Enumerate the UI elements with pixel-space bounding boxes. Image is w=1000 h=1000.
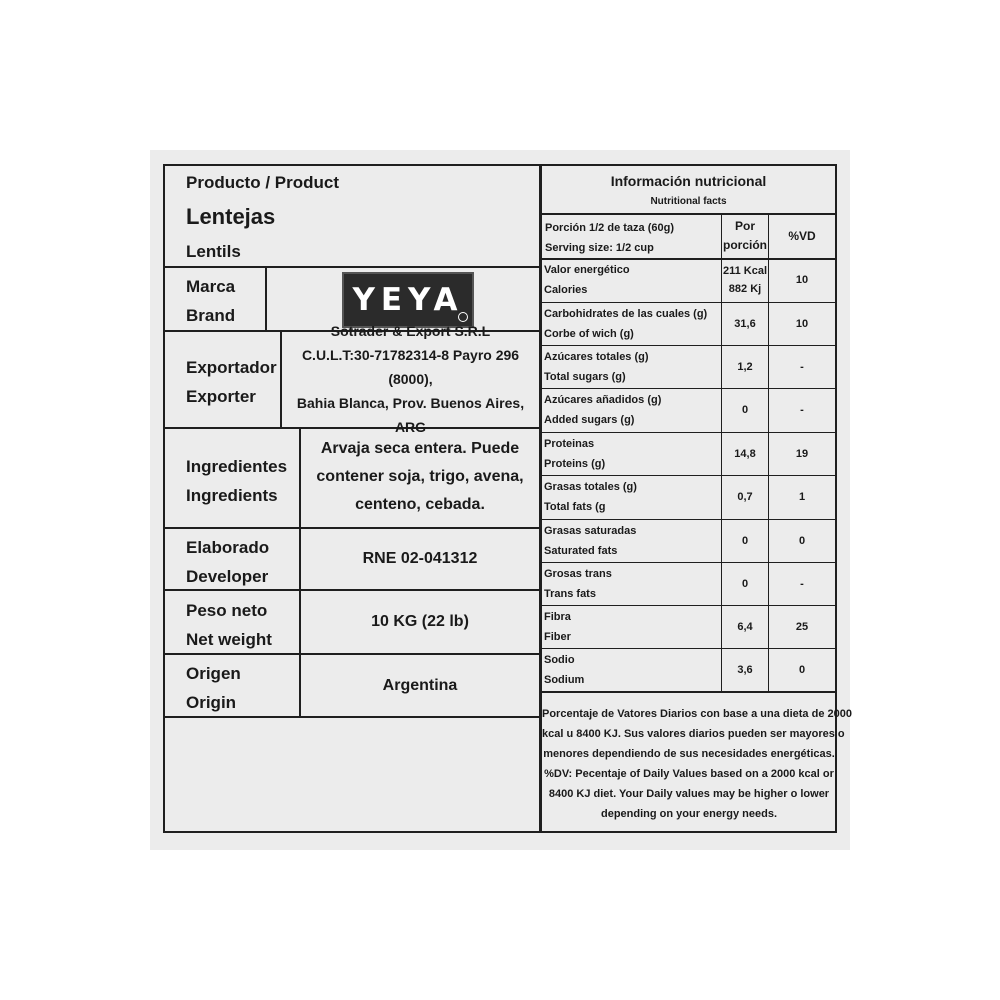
net-weight-label-en: Net weight (186, 630, 272, 649)
nutrient-name-en: Added sugars (g) (544, 414, 635, 426)
nutrient-portion-value (722, 433, 768, 475)
product-heading: Producto / Product (186, 173, 339, 192)
ingredients-line: centeno, cebada. (355, 496, 485, 513)
nutrient-name-en: Sodium (544, 674, 585, 686)
ingredients-line: contener soja, trigo, avena, (316, 468, 524, 485)
nutrient-name-en: Proteins (g) (544, 458, 606, 470)
nutrient-portion-line: 0 (741, 404, 749, 416)
developer-label-es: Elaborado (186, 538, 270, 557)
nutrient-name-es: Carbohidrates de las cuales (g) (544, 308, 708, 320)
product-name-es: Lentejas (186, 204, 276, 229)
exporter-details (282, 322, 539, 435)
col-portion-line: Por (734, 219, 755, 233)
nutrient-portion-value (722, 303, 768, 345)
footnote-line: kcal u 8400 KJ. Sus valores diarios pueden ser mayores o (542, 728, 845, 740)
nutrient-vd-value: 10 (795, 318, 809, 330)
brand-label-es: Marca (186, 277, 236, 296)
nutrition-footnote (542, 704, 852, 824)
nutrient-portion-line: 31,6 (734, 318, 756, 330)
nutrient-name-en: Fiber (544, 631, 571, 643)
col-portion-line: porción (723, 238, 767, 252)
net-weight-value: 10 KG (22 lb) (371, 613, 469, 630)
nutrient-name-es: Sodio (544, 654, 575, 666)
nutrient-name-es: Grasas totales (g) (544, 481, 637, 493)
origin-label-en: Origin (186, 693, 237, 712)
serving-size-en: Serving size: 1/2 cup (545, 242, 654, 254)
nutrient-name-en: Total fats (g (544, 501, 606, 513)
nutrient-portion-value (722, 606, 768, 648)
nutrition-title-es: Información nutricional (610, 173, 767, 189)
footnote-line: Porcentaje de Vatores Diarios con base a una dieta de 2000 (542, 708, 852, 720)
developer-label-en: Developer (186, 567, 269, 586)
nutrient-vd-value: 19 (795, 448, 809, 460)
nutrient-portion-line: 3,6 (737, 664, 753, 676)
nutrient-portion-line: 14,8 (734, 448, 756, 460)
nutrient-portion-line: 0,7 (737, 491, 753, 503)
net-weight-label-es: Peso neto (186, 601, 268, 620)
footnote-line: depending on your energy needs. (600, 808, 778, 820)
developer-value: RNE 02-041312 (362, 550, 478, 567)
nutrient-name-en: Calories (544, 284, 588, 296)
nutrient-vd-value: - (800, 578, 804, 590)
nutrient-vd-value: 1 (798, 491, 806, 503)
nutrient-name-es: Azúcares totales (g) (544, 351, 649, 363)
nutrient-vd-value: 0 (798, 664, 806, 676)
nutrient-vd-value: - (800, 404, 804, 416)
nutrient-portion-line: 1,2 (737, 361, 753, 373)
nutrient-portion-value (722, 649, 768, 691)
nutrient-portion-line: 211 Kcal (722, 265, 768, 277)
ingredients-label-en: Ingredients (186, 486, 278, 505)
nutrient-portion-value (722, 346, 768, 388)
nutrient-portion-value (722, 259, 768, 301)
nutrient-vd-value: 25 (795, 621, 809, 633)
product-name-en: Lentils (186, 242, 241, 261)
nutrient-portion-value (722, 389, 768, 431)
nutrient-portion-value (722, 563, 768, 605)
origin-value: Argentina (382, 676, 458, 694)
nutrient-vd-value: 10 (795, 274, 809, 286)
nutrition-title-en: Nutritional facts (650, 195, 727, 207)
exporter-line: C.U.L.T:30-71782314-8 Payro 296 (8000), (301, 346, 520, 387)
ingredients-line: Arvaja seca entera. Puede (320, 440, 520, 457)
serving-size-es: Porción 1/2 de taza (60g) (545, 222, 674, 234)
col-vd-header: %VD (788, 229, 816, 243)
nutrient-portion-value (722, 476, 768, 518)
exporter-line: Sotrader & Export S.R.L (330, 322, 491, 339)
nutrient-name-es: Azúcares añadidos (g) (544, 394, 662, 406)
exporter-line: Bahia Blanca, Prov. Buenos Aires, ARG (296, 394, 525, 435)
nutrient-name-es: Proteinas (544, 438, 595, 450)
nutrient-vd-value: - (800, 361, 804, 373)
nutrient-name-en: Total sugars (g) (544, 371, 626, 383)
ingredients-details (301, 429, 539, 525)
footnote-line: menores dependiendo de sus necesidades energéticas. (543, 748, 835, 760)
nutrient-name-en: Corbe of wich (g) (544, 328, 634, 340)
nutrient-portion-line: 0 (741, 578, 749, 590)
nutrient-portion-line: 6,4 (737, 621, 753, 633)
nutrient-portion-value (722, 520, 768, 562)
nutrient-vd-value: 0 (798, 535, 806, 547)
brand-logo-text: YEYA (352, 282, 464, 318)
exporter-label-en: Exporter (186, 387, 256, 406)
nutrient-name-es: Grasas saturadas (544, 525, 637, 537)
nutrient-name-es: Valor energético (544, 264, 630, 276)
col-portion-header (722, 215, 768, 257)
footnote-line: 8400 KJ diet. Your Daily values may be higher o lower (548, 788, 830, 800)
exporter-label-es: Exportador (186, 358, 277, 377)
nutrient-name-es: Grosas trans (544, 568, 612, 580)
origin-label-es: Origen (186, 664, 241, 683)
brand-label-en: Brand (186, 306, 236, 325)
nutrient-name-en: Saturated fats (544, 545, 618, 557)
footnote-line: %DV: Pecentaje of Daily Values based on a 2000 kcal or (544, 768, 834, 780)
ingredients-label-es: Ingredientes (186, 457, 288, 476)
nutrient-portion-line: 0 (741, 535, 749, 547)
nutrient-name-en: Trans fats (544, 588, 596, 600)
nutrient-name-es: Fibra (544, 611, 571, 623)
nutrient-portion-line: 882 Kj (728, 283, 762, 295)
